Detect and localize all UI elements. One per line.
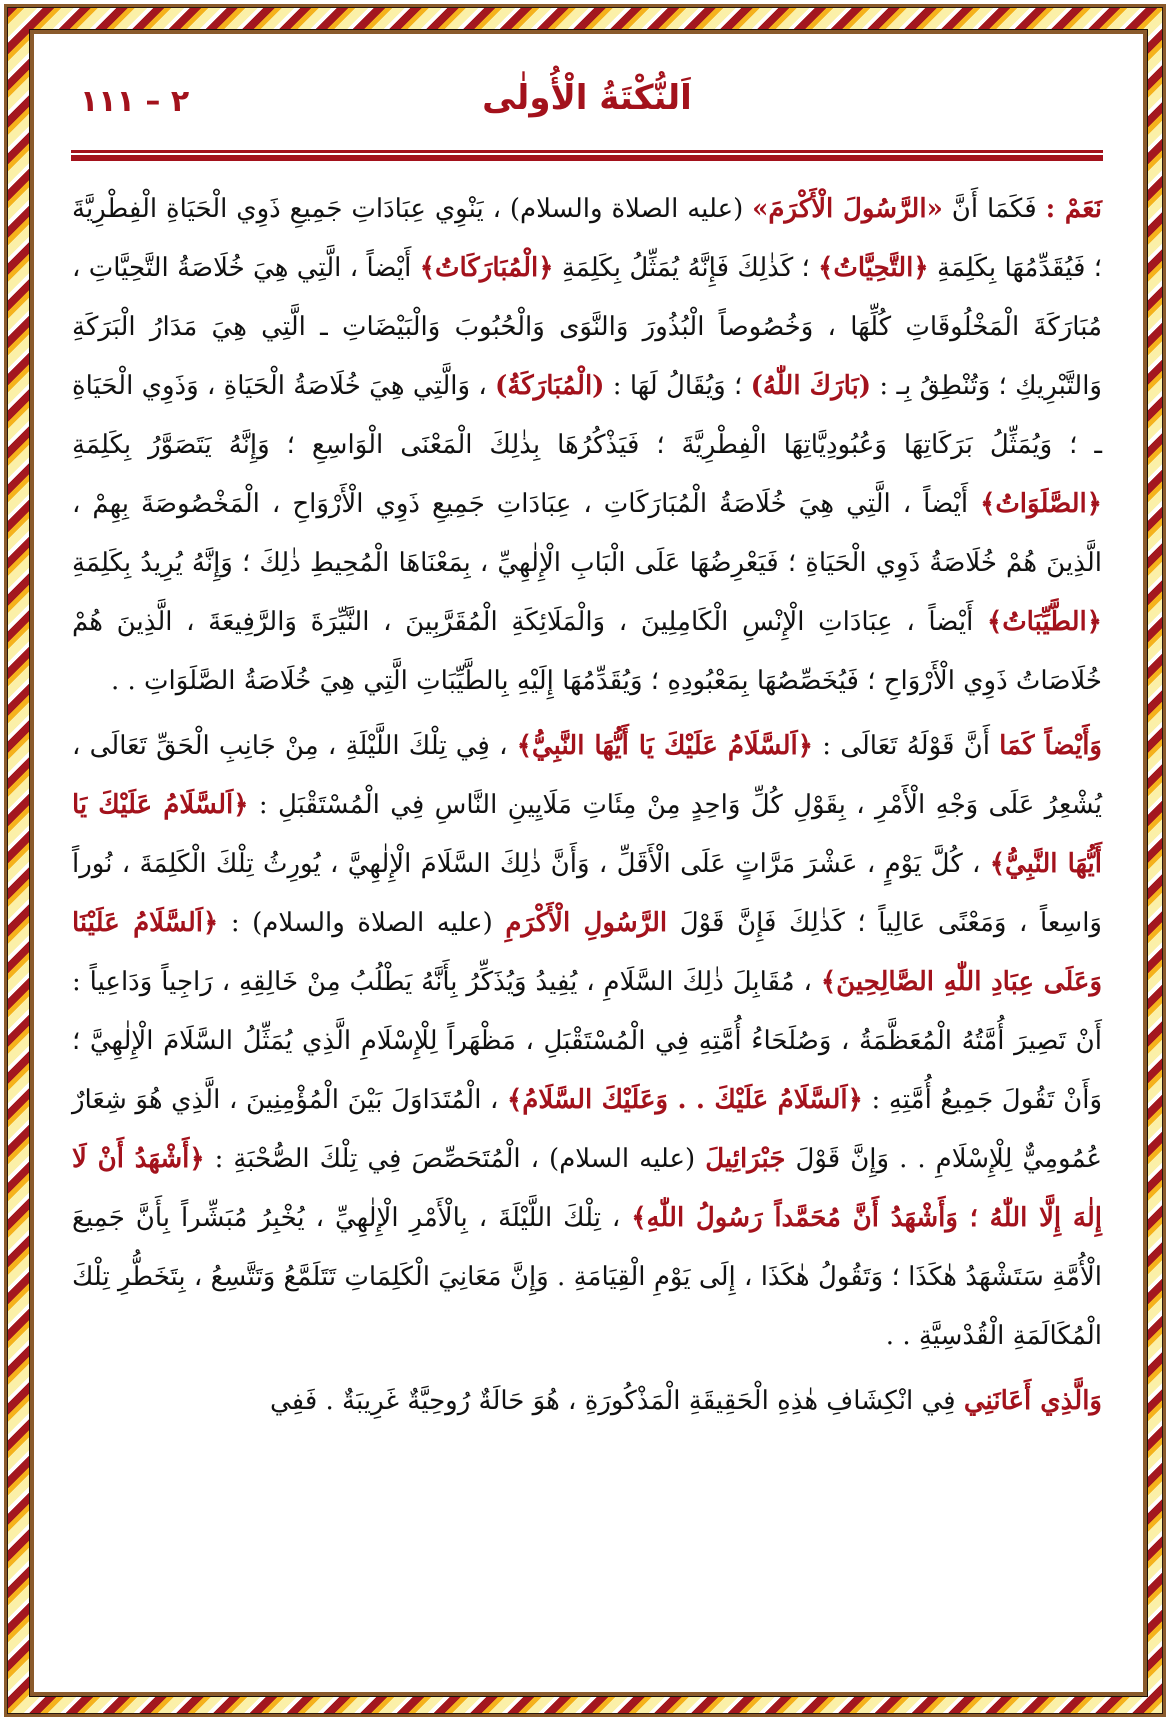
paragraph — [72, 180, 1102, 711]
highlighted-phrase: ﴿أَشْهَدُ أَنْ لَا إِلٰهَ إِلَّا اللّٰهُ ؛ وَأَشْهَدُ أَنَّ مُحَمَّداً رَسُولُ اللّٰهِ﴾ — [72, 1144, 1102, 1233]
text-run: أَنَّ قَوْلَهُ تَعَالَى : — [813, 731, 1000, 761]
highlighted-phrase: ﴿اَلسَّلَامُ عَلَيْكَ يَا أَيُّهَا النَّبِيُّ﴾ — [516, 731, 814, 761]
text-run: ، مُقَابِلَ ذٰلِكَ السَّلَامِ ، يُفِيدُ وَيُذَكِّرُ بِأَنَّهُ يَطْلُبُ مِنْ خَالِقِهِ ، رَاجِياً وَدَاعِياً : أَنْ تَصِيرَ أُمَّتُهُ الْمُعَظَّمَةُ ، وَصُلَحَاءُ أُمَّتِهِ فِي الْمُسْتَقْبَلِ ، مَظْهَراً لِلْإِسْلَامِ الَّذِي يُمَثِّلُ السَّلَامَ الْإِلٰهِيَّ ؛ وَأَنْ تَقُولَ جَمِيعُ أُمَّتِهِ : — [72, 967, 1103, 1115]
text-run: ، الْمُتَدَاوَلَ بَيْنَ الْمُؤْمِنِينَ ، الَّذِي هُوَ شِعَارٌ عُمُومِيٌّ لِلْإِسْلَامِ . . وَإِنَّ قَوْلَ — [72, 1085, 1102, 1174]
header-rule-thick — [71, 155, 1103, 161]
text-run: ، تِلْكَ اللَّيْلَةَ ، بِالْأَمْرِ الْإِلٰهِيِّ ، يُخْبِرُ مُبَشِّراً بِأَنَّ جَمِيعَ الْأُمَّةِ سَتَشْهَدُ هٰكَذَا ؛ وَتَقُولُ هٰكَذَا ، إِلَى يَوْمِ الْقِيَامَةِ . وَإِنَّ مَعَانِيَ الْكَلِمَاتِ تَتَلَمَّعُ وَتَتَّسِعُ ، بِتَخَطُّرِ تِلْكَ الْمُكَالَمَةِ الْقُدْسِيَّةِ . . — [72, 1203, 1102, 1351]
text-run: (عليه الصلاة والسلام) : — [218, 908, 506, 938]
highlighted-phrase: «الرَّسُولَ الْأَكْرَمَ» — [752, 194, 943, 224]
text-run: ، كُلَّ يَوْمٍ ، عَشْرَ مَرَّاتٍ عَلَى الْأَقَلِّ ، وَأَنَّ ذٰلِكَ السَّلَامَ الْإِلٰهِيَّ ، يُورِثُ تِلْكَ الْكَلِمَةَ ، نُوراً وَاسِعاً ، وَمَعْنًى عَالِياً ؛ كَذٰلِكَ فَإِنَّ قَوْلَ — [72, 849, 1102, 938]
highlighted-phrase: نَعَمْ : — [1045, 194, 1102, 224]
text-run: ، وَالَّتِي هِيَ خُلَاصَةُ الْحَيَاةِ ، وَذَوِي الْحَيَاةِ ـ ؛ وَيُمَثِّلُ بَرَكَاتِهَا وَعُبُودِيَّاتِهَا الْفِطْرِيَّةَ ؛ فَيَذْكُرُهَا بِذٰلِكَ الْمَعْنَى الْوَاسِعِ ؛ وَإِنَّهُ يَتَصَوَّرُ بِكَلِمَةِ — [72, 371, 1102, 460]
text-run: أَيْضاً ، الَّتِي هِيَ خُلَاصَةُ التَّحِيَّاتِ ، مُبَارَكَةَ الْمَخْلُوقَاتِ كُلِّهَا ، وَخُصُوصاً الْبُذُورَ وَالنَّوَى وَالْحُبُوبَ وَالْبَيْضَاتِ ـ الَّتِي هِيَ مَدَارُ الْبَرَكَةِ وَالتَّبْرِيكِ ؛ وَتُنْطِقُ بِـ : — [72, 253, 1103, 401]
highlighted-phrase: وَالَّذِي أَعَانَنِي — [963, 1386, 1102, 1416]
body-text — [72, 180, 1102, 1431]
highlighted-phrase: ﴿الْمُبَارَكَاتُ﴾ — [419, 253, 554, 283]
highlighted-phrase: وَأَيْضاً كَمَا — [999, 731, 1102, 761]
highlighted-phrase: جَبْرَائِيلَ — [705, 1144, 786, 1174]
text-run: أَيْضاً ، الَّتِي هِيَ خُلَاصَةُ الْمُبَارَكَاتِ ، عِبَادَاتِ جَمِيعِ ذَوِي الْأَرْوَاحِ ، الْمَخْصُوصَةَ بِهِمْ ، الَّذِينَ هُمْ خُلَاصَةُ ذَوِي الْحَيَاةِ ؛ فَيَعْرِضُهَا عَلَى الْبَابِ الْإِلٰهِيِّ ، بِمَعْنَاهَا الْمُحِيطِ ذٰلِكَ ؛ وَإِنَّهُ يُرِيدُ بِكَلِمَةِ — [72, 489, 1102, 578]
highlighted-phrase: الرَّسُولِ الْأَكْرَمِ — [505, 908, 668, 938]
page-title: اَلنُّكْتَةُ الْأُولٰى — [482, 78, 692, 118]
header-rule-thin — [71, 150, 1103, 153]
page-number: ٢ – ١١١ — [80, 84, 190, 119]
text-run: فِي انْكِشَافِ هٰذِهِ الْحَقِيقَةِ الْمَذْكُورَةِ ، هُوَ حَالَةٌ رُوحِيَّةٌ غَرِيبَةٌ . فَفِي — [270, 1386, 964, 1416]
highlighted-phrase: ﴿اَلسَّلَامُ عَلَيْنَا وَعَلَى عِبَادِ اللّٰهِ الصَّالِحِينَ﴾ — [72, 908, 1103, 997]
highlighted-phrase: (الْمُبَارَكَةُ) — [495, 371, 605, 401]
highlighted-phrase: ﴿الطَّيِّبَاتُ﴾ — [986, 607, 1102, 637]
text-run: ؛ كَذٰلِكَ فَإِنَّهُ يُمَثِّلُ بِكَلِمَةِ — [553, 253, 819, 283]
highlighted-phrase: ﴿اَلسَّلَامُ عَلَيْكَ . . وَعَلَيْكَ السَّلَامُ﴾ — [507, 1085, 863, 1115]
highlighted-phrase: ﴿اَلسَّلَامُ عَلَيْكَ يَا أَيُّهَا النَّبِيُّ﴾ — [72, 790, 1102, 879]
text-run: فَكَمَا أَنَّ — [942, 194, 1046, 224]
highlighted-phrase: (بَارَكَ اللّٰهُ) — [750, 371, 872, 401]
text-run: أَيْضاً ، عِبَادَاتِ الْإِنْسِ الْكَامِلِينَ ، وَالْمَلَائِكَةِ الْمُقَرَّبِينَ ، النَّيِّرَةَ وَالرَّفِيعَةَ ، الَّذِينَ هُمْ خُلَاصَاتُ ذَوِي الْأَرْوَاحِ ؛ فَيُخَصِّصُهَا بِمَعْبُودِهِ ؛ وَيُقَدِّمُهَا إِلَيْهِ بِالطَّيِّبَاتِ الَّتِي هِيَ خُلَاصَةُ الصَّلَوَاتِ . . — [72, 607, 1102, 696]
highlighted-phrase: ﴿الصَّلَوَاتُ﴾ — [980, 489, 1102, 519]
text-run: (عليه الصلاة والسلام) ، يَنْوِي عِبَادَاتِ جَمِيعِ ذَوِي الْحَيَاةِ الْفِطْرِيَّةَ ؛ فَيُقَدِّمُهَا بِكَلِمَةِ — [72, 194, 1103, 283]
paragraph — [72, 1372, 1102, 1431]
text-run: (عليه السلام) ، الْمُتَحَصِّصَ فِي تِلْكَ الصُّحْبَةِ : — [204, 1144, 706, 1174]
paragraph — [72, 717, 1102, 1366]
text-run: ؛ وَيُقَالُ لَهَا : — [604, 371, 751, 401]
highlighted-phrase: ﴿التَّحِيَّاتُ﴾ — [818, 253, 929, 283]
text-run: ، فِي تِلْكَ اللَّيْلَةِ ، مِنْ جَانِبِ الْحَقِّ تَعَالَى ، يُشْعِرُ عَلَى وَجْهِ الْأَمْرِ ، بِقَوْلِ كُلِّ وَاحِدٍ مِنْ مِئَاتِ مَلَايِينِ النَّاسِ فِي الْمُسْتَقْبَلِ : — [72, 731, 1103, 820]
